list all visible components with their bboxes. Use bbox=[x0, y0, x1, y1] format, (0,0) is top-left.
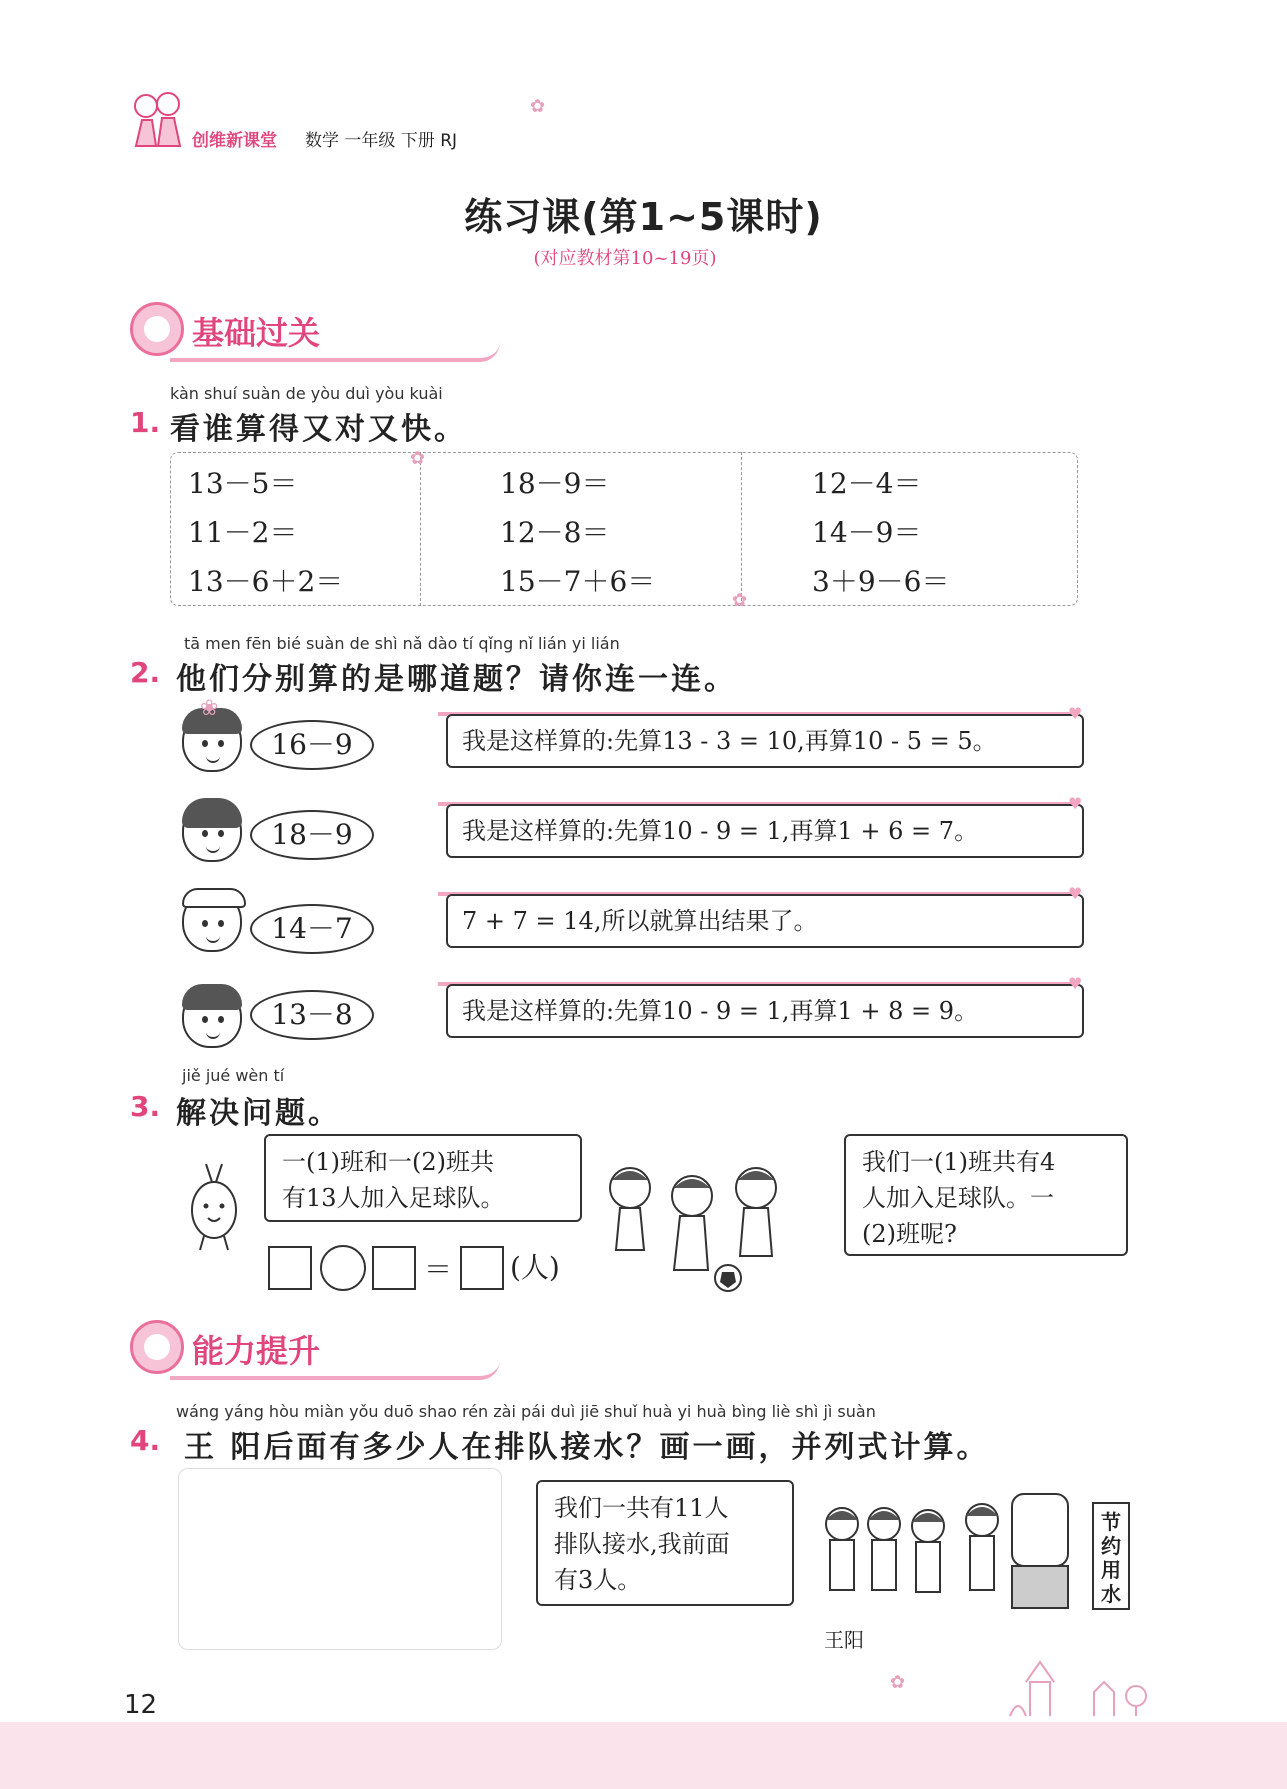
problem-oval[interactable]: 13－8 bbox=[250, 990, 374, 1040]
operator-circle[interactable] bbox=[320, 1245, 366, 1291]
method-bubble[interactable]: 我是这样算的:先算13 - 3 = 10,再算10 - 5 = 5。 bbox=[446, 714, 1084, 768]
flower-icon: ✿ bbox=[410, 448, 426, 469]
sign-char: 用 bbox=[1101, 1558, 1121, 1582]
page-number: 12 bbox=[124, 1690, 158, 1720]
boy-face-icon bbox=[182, 890, 242, 952]
boy-face-icon bbox=[182, 986, 242, 1048]
equals-sign: ＝ bbox=[424, 1253, 453, 1286]
q4-pinyin: wáng yáng hòu miàn yǒu duō shao rén zài pái duì jiē shuǐ huà yi huà bìng liè shì jì suàn bbox=[176, 1402, 876, 1421]
soccer-players-icon bbox=[600, 1160, 800, 1298]
sign-char: 约 bbox=[1101, 1534, 1121, 1558]
q2-number: 2. bbox=[130, 656, 161, 689]
flower-icon: ✿ bbox=[530, 96, 546, 117]
method-bubble[interactable]: 7 + 7 = 14,所以就算出结果了。 bbox=[446, 894, 1084, 948]
q1-expression: 14－9＝ bbox=[812, 516, 922, 549]
bubble-line: 有13人加入足球队。 bbox=[282, 1184, 505, 1212]
q1-expression: 12－8＝ bbox=[500, 516, 610, 549]
section-title: 能力提升 bbox=[192, 1332, 321, 1370]
bubble-line: (2)班呢? bbox=[862, 1220, 957, 1248]
speech-bubble-wangyang bbox=[536, 1480, 794, 1606]
q1-pinyin: kàn shuí suàn de yòu duì yòu kuài bbox=[170, 384, 443, 403]
q3-text: 解决问题。 bbox=[176, 1096, 341, 1131]
q1-expression: 12－4＝ bbox=[812, 467, 922, 500]
method-bubble[interactable]: 我是这样算的:先算10 - 9 = 1,再算1 + 8 = 9。 bbox=[446, 984, 1084, 1038]
save-water-sign bbox=[1092, 1502, 1130, 1610]
heart-icon: ♥ bbox=[1068, 704, 1083, 723]
page-subtitle: (对应教材第10~19页) bbox=[533, 248, 717, 269]
bubble-line: 排队接水,我前面 bbox=[554, 1530, 730, 1558]
q1-text: 看谁算得又对又快。 bbox=[170, 412, 467, 447]
problem-oval[interactable]: 16－9 bbox=[250, 720, 374, 770]
heart-icon: ♥ bbox=[1068, 974, 1083, 993]
speech-bubble-right bbox=[844, 1134, 1128, 1256]
footer-band bbox=[0, 1722, 1287, 1789]
bubble-line: 人加入足球队。一 bbox=[862, 1184, 1054, 1212]
speech-bubble-left bbox=[264, 1134, 582, 1222]
q1-expression: 18－9＝ bbox=[500, 467, 610, 500]
q4-text: 王 阳后面有多少人在排队接水？画一画，并列式计算。 bbox=[184, 1430, 990, 1465]
brand-name: 创维新课堂 bbox=[192, 131, 277, 151]
q1-number: 1. bbox=[130, 406, 161, 439]
q3-pinyin: jiě jué wèn tí bbox=[182, 1066, 285, 1085]
wangyang-label: 王阳 bbox=[824, 1628, 864, 1652]
problem-oval[interactable]: 18－9 bbox=[250, 810, 374, 860]
q1-divider bbox=[420, 452, 421, 606]
q1-expression: 13－6＋2＝ bbox=[188, 565, 344, 598]
sign-char: 水 bbox=[1101, 1582, 1121, 1606]
q2-text: 他们分别算的是哪道题？请你连一连。 bbox=[176, 662, 737, 697]
method-bubble[interactable]: 我是这样算的:先算10 - 9 = 1,再算1 + 6 = 7。 bbox=[446, 804, 1084, 858]
section-title: 基础过关 bbox=[192, 314, 321, 352]
bubble-line: 有3人。 bbox=[554, 1566, 642, 1594]
bubble-line: 我们一共有11人 bbox=[554, 1494, 729, 1522]
heart-icon: ♥ bbox=[1068, 794, 1083, 813]
bow-icon: ❀ bbox=[200, 696, 219, 721]
bubble-line: 一(1)班和一(2)班共 bbox=[282, 1148, 494, 1176]
castle-icon bbox=[990, 1652, 1160, 1726]
q4-number: 4. bbox=[130, 1424, 161, 1457]
q1-expression: 13－5＝ bbox=[188, 467, 298, 500]
heart-icon: ♥ bbox=[1068, 884, 1083, 903]
q2-pinyin: tā men fēn bié suàn de shì nǎ dào tí qǐng nǐ lián yi lián bbox=[184, 634, 620, 653]
q1-expression: 3＋9－6＝ bbox=[812, 565, 950, 598]
answer-box[interactable] bbox=[372, 1246, 416, 1290]
book-subject: 数学 一年级 下册 RJ bbox=[305, 131, 458, 151]
problem-oval[interactable]: 14－7 bbox=[250, 904, 374, 954]
q1-divider bbox=[741, 452, 742, 606]
kids-logo-icon bbox=[128, 86, 188, 156]
flower-icon: ✿ bbox=[732, 590, 748, 611]
page-title: 练习课(第1~5课时) bbox=[464, 195, 823, 239]
flower-icon: ✿ bbox=[890, 1672, 906, 1693]
queue-children-icon bbox=[818, 1488, 1088, 1626]
q1-expression: 11－2＝ bbox=[188, 516, 298, 549]
answer-box[interactable] bbox=[268, 1246, 312, 1290]
q1-expression: 15－7＋6＝ bbox=[500, 565, 656, 598]
equation-unit: (人) bbox=[510, 1251, 560, 1284]
bubble-line: 我们一(1)班共有4 bbox=[862, 1148, 1056, 1176]
girl-face-icon bbox=[182, 800, 242, 862]
q3-number: 3. bbox=[130, 1090, 161, 1123]
sign-char: 节 bbox=[1101, 1510, 1121, 1534]
drawing-answer-area[interactable] bbox=[178, 1468, 502, 1650]
answer-box[interactable] bbox=[460, 1246, 504, 1290]
radish-mascot-icon bbox=[184, 1160, 244, 1256]
